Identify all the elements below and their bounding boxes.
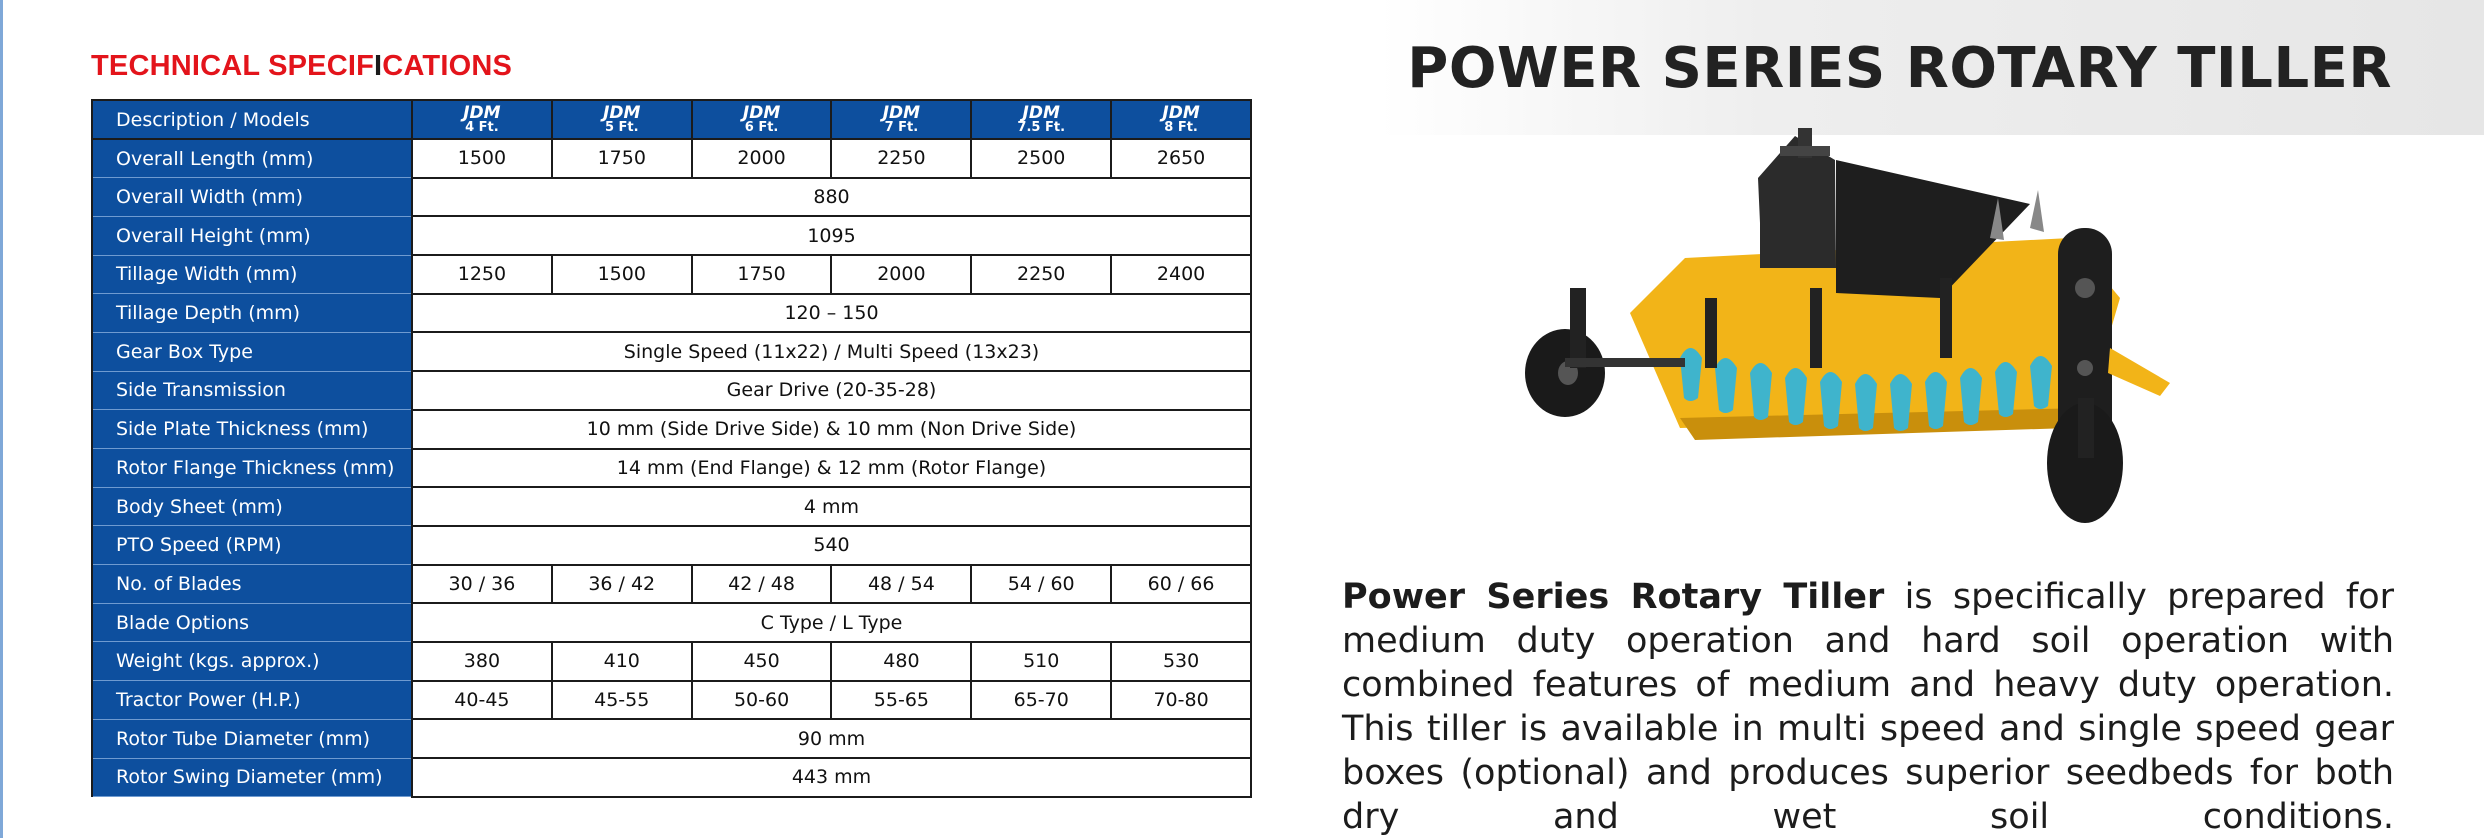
rotary-tiller-image [1510, 128, 2190, 558]
table-header-row [92, 100, 1251, 139]
table-row [92, 332, 1251, 371]
model-header: JDM 5 Ft. [552, 100, 692, 139]
table-cell: 380 [412, 642, 552, 681]
table-cell: 1750 [552, 139, 692, 178]
row-label: Body Sheet (mm) [92, 487, 412, 526]
table-row [92, 294, 1251, 333]
row-label: Side Transmission [92, 371, 412, 410]
table-cell: 2250 [971, 255, 1111, 294]
table-row [92, 719, 1251, 758]
model-header: JDM 7 Ft. [831, 100, 971, 139]
table-row [92, 255, 1251, 294]
table-cell: 2500 [971, 139, 1111, 178]
table-cell: 2000 [831, 255, 971, 294]
row-label: Rotor Swing Diameter (mm) [92, 758, 412, 797]
table-cell-merged: 880 [412, 178, 1251, 217]
table-cell: 450 [692, 642, 832, 681]
table-cell: 480 [831, 642, 971, 681]
row-label: Rotor Tube Diameter (mm) [92, 719, 412, 758]
table-cell: 2250 [831, 139, 971, 178]
table-cell-merged: Gear Drive (20-35-28) [412, 371, 1251, 410]
table-cell: 2650 [1111, 139, 1251, 178]
table-cell-merged: 540 [412, 526, 1251, 565]
model-header: JDM 8 Ft. [1111, 100, 1251, 139]
table-row [92, 642, 1251, 681]
header-description-models: Description / Models [92, 100, 412, 139]
table-cell: 1250 [412, 255, 552, 294]
table-cell: 30 / 36 [412, 565, 552, 604]
row-label: Tillage Depth (mm) [92, 294, 412, 333]
table-row [92, 371, 1251, 410]
table-row [92, 758, 1251, 797]
table-cell: 1750 [692, 255, 832, 294]
table-cell-merged: 443 mm [412, 758, 1251, 797]
row-label: Overall Height (mm) [92, 216, 412, 255]
specifications-table [91, 99, 1252, 798]
table-cell: 36 / 42 [552, 565, 692, 604]
table-cell-merged: 4 mm [412, 487, 1251, 526]
table-cell: 510 [971, 642, 1111, 681]
table-cell: 50-60 [692, 681, 832, 720]
table-cell: 60 / 66 [1111, 565, 1251, 604]
table-cell: 1500 [552, 255, 692, 294]
row-label: Side Plate Thickness (mm) [92, 410, 412, 449]
table-row [92, 487, 1251, 526]
row-label: Tractor Power (H.P.) [92, 681, 412, 720]
row-label: Overall Width (mm) [92, 178, 412, 217]
model-header: JDM 4 Ft. [412, 100, 552, 139]
table-cell: 65-70 [971, 681, 1111, 720]
table-cell: 1500 [412, 139, 552, 178]
table-cell: 40-45 [412, 681, 552, 720]
row-label: Blade Options [92, 603, 412, 642]
table-cell: 54 / 60 [971, 565, 1111, 604]
table-cell-merged: 1095 [412, 216, 1251, 255]
table-cell: 2000 [692, 139, 832, 178]
product-description [1342, 575, 2394, 839]
table-cell-merged: 90 mm [412, 719, 1251, 758]
page-title: POWER SERIES ROTARY TILLER [1407, 36, 2392, 101]
technical-specifications-heading: TECHNICAL SPECIFICATIONS [91, 50, 513, 82]
table-row [92, 603, 1251, 642]
row-label: No. of Blades [92, 565, 412, 604]
model-header: JDM 7.5 Ft. [971, 100, 1111, 139]
row-label: Rotor Flange Thickness (mm) [92, 449, 412, 488]
table-row [92, 178, 1251, 217]
table-cell-merged: Single Speed (11x22) / Multi Speed (13x23) [412, 332, 1251, 371]
table-row [92, 565, 1251, 604]
row-label: Overall Length (mm) [92, 139, 412, 178]
table-row [92, 449, 1251, 488]
table-cell-merged: 14 mm (End Flange) & 12 mm (Rotor Flange) [412, 449, 1251, 488]
page-left-border [0, 0, 3, 838]
table-cell: 410 [552, 642, 692, 681]
table-cell-merged: C Type / L Type [412, 603, 1251, 642]
table-row [92, 216, 1251, 255]
model-header: JDM 6 Ft. [692, 100, 832, 139]
row-label: Tillage Width (mm) [92, 255, 412, 294]
table-cell: 55-65 [831, 681, 971, 720]
table-cell-merged: 10 mm (Side Drive Side) & 10 mm (Non Drive Side) [412, 410, 1251, 449]
table-row [92, 139, 1251, 178]
row-label: PTO Speed (RPM) [92, 526, 412, 565]
table-cell: 45-55 [552, 681, 692, 720]
description-text: is specifically prepared for medium duty operation and hard soil operation with combined features of medium and heavy duty operation. This tiller is available in multi speed and single speed gear boxes (optional) and produces superior seedbeds for both dry and wet soil conditions. [1342, 577, 2394, 837]
table-cell: 42 / 48 [692, 565, 832, 604]
row-label: Weight (kgs. approx.) [92, 642, 412, 681]
table-cell: 530 [1111, 642, 1251, 681]
product-name: Power Series Rotary Tiller [1342, 577, 1885, 617]
table-row [92, 526, 1251, 565]
table-cell: 2400 [1111, 255, 1251, 294]
table-row [92, 410, 1251, 449]
row-label: Gear Box Type [92, 332, 412, 371]
table-cell: 70-80 [1111, 681, 1251, 720]
table-row [92, 681, 1251, 720]
table-cell: 48 / 54 [831, 565, 971, 604]
table-cell-merged: 120 – 150 [412, 294, 1251, 333]
